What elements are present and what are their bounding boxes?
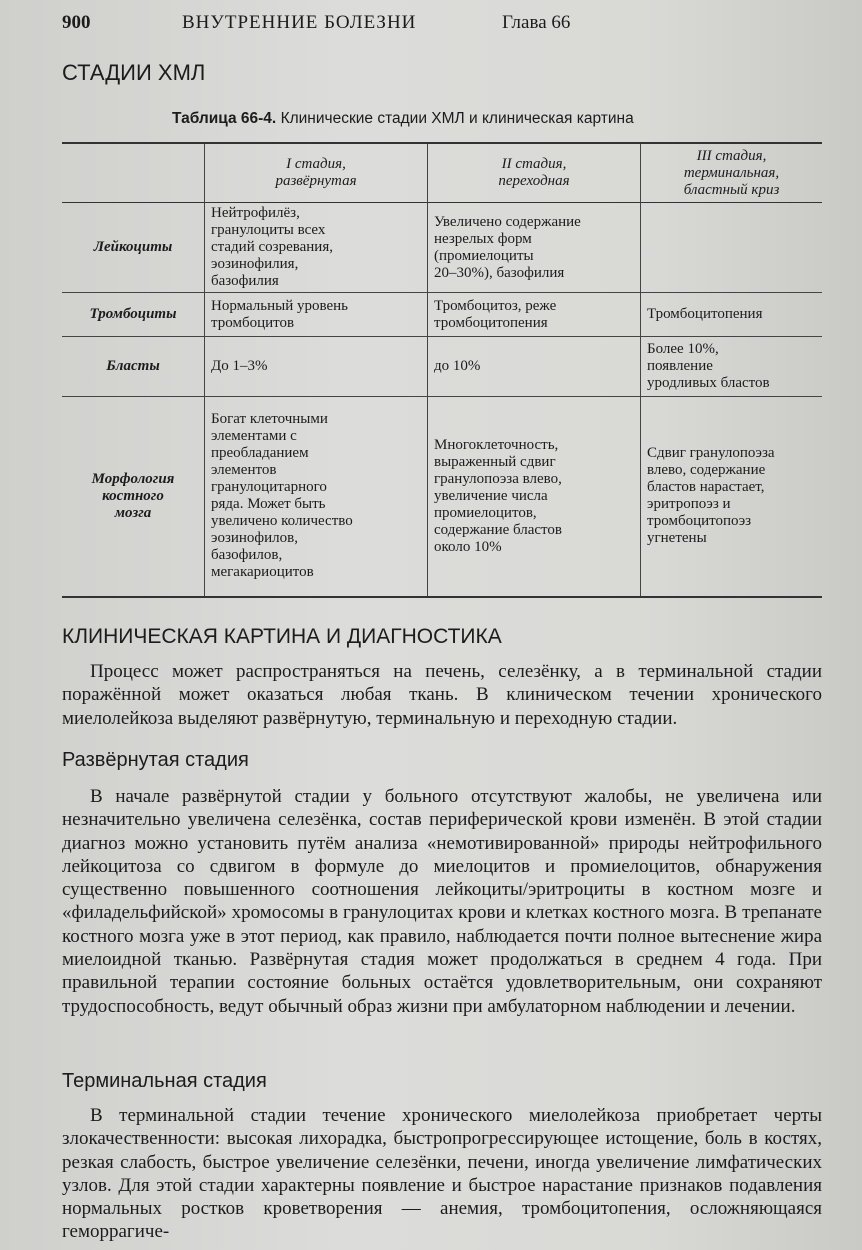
book-title: ВНУТРЕННИЕ БОЛЕЗНИ [182,12,417,33]
page-number: 900 [62,12,91,33]
subheading-developed-stage: Развёрнутая стадия [62,749,249,771]
cell-blasts-stage-1: До 1–3% [205,337,428,397]
paragraph-intro: Процесс может распространяться на печень, селезёнку, а в терминальной стадии поражённой может оказаться любая ткань. В клиническом течении хронического миелолейкоза выделяют развёрнутую, терминальную и переходную стадии. [62,661,822,729]
section-heading-clinical: КЛИНИЧЕСКАЯ КАРТИНА И ДИАГНОСТИКА [62,625,502,648]
subheading-terminal-stage: Терминальная стадия [62,1070,267,1092]
running-head [62,12,822,38]
cell-platelets-stage-1: Нормальный уровень тромбоцитов [205,293,428,337]
chapter-label: Глава 66 [502,12,571,33]
cell-marrow-stage-2: Многоклеточность, выраженный сдвиг гранулопоэза влево, увеличение числа промиелоцитов, содержание бластов около 10% [428,397,641,597]
row-label-blasts: Бласты [106,358,160,374]
header-stage-2: II стадия, переходная [428,143,641,203]
paragraph-terminal-stage: В терминальной стадии течение хронического миелолейкоза приобретает черты злокачественности: высокая лихорадка, быстропрогрессирующее истощение, боль в костях, резкая слабость, быстрое увеличение селезёнки, печени, иногда увеличение лимфатических узлов. Для этой стадии характерны появление и быстрое нарастание признаков подавления нормальных ростков кроветворения — анемия, тромбоцитопения, осложняющаяся геморрагиче- [62,1105,822,1243]
paragraph-developed-stage: В начале развёрнутой стадии у больного отсутствуют жалобы, не увеличена или незначительно увеличена селезёнка, состав периферической крови изменён. В этой стадии диагноз можно установить путём анализа «немотивированной» природы нейтрофильного лейкоцитоза со сдвигом в формуле до миелоцитов и промиелоцитов, обнаружения существенно повышенного соотношения лейкоциты/эритроциты в костном мозге и «филадельфийской» хромосомы в гранулоцитах крови и клетках костного мозга. В трепанате костного мозга уже в этот период, как правило, наблюдается почти полное вытеснение жира миелоидной тканью. Развёрнутая стадия может продолжаться в среднем 4 года. При правильной терапии состояние больных остаётся удовлетворительным, они сохраняют трудоспособность, ведут обычный образ жизни при амбулаторном наблюдении и лечении. [62,786,822,1017]
table-row [62,293,822,337]
cell-blasts-stage-3: Более 10%, появление уродливых бластов [641,337,823,397]
row-label-platelets: Тромбоциты [89,306,177,322]
cell-leukocytes-stage-2: Увеличено содержание незрелых форм (промиелоциты 20–30%), базофилия [428,203,641,293]
row-label-leukocytes: Лейкоциты [93,239,173,255]
stages-table [62,142,822,598]
header-stage-3: III стадия, терминальная, бластный криз [641,143,823,203]
table-caption-label: Таблица 66-4. [172,110,277,127]
table-row [62,337,822,397]
table-caption-text: Клинические стадии ХМЛ и клиническая картина [280,110,634,127]
table-row [62,397,822,597]
table-row [62,203,822,293]
cell-blasts-stage-2: до 10% [428,337,641,397]
cell-platelets-stage-3: Тромбоцитопения [641,293,823,337]
cell-leukocytes-stage-3 [641,203,823,293]
header-stage-1: I стадия, развёрнутая [205,143,428,203]
table-caption [172,110,634,128]
table-header-row [62,143,822,203]
section-heading-stages: СТАДИИ ХМЛ [62,60,206,85]
cell-leukocytes-stage-1: Нейтрофилёз, гранулоциты всех стадий созревания, эозинофилия, базофилия [205,203,428,293]
cell-platelets-stage-2: Тромбоцитоз, реже тромбоцитопения [428,293,641,337]
cell-marrow-stage-3: Сдвиг гранулопоэза влево, содержание бластов нарастает, эритропоэз и тромбоцитопоэз угнетены [641,397,823,597]
row-label-bone-marrow: Морфология костного мозга [91,470,175,521]
cell-marrow-stage-1: Богат клеточными элементами с преобладанием элементов гранулоцитарного ряда. Может быть увеличено количество эозинофилов, базофилов, мегакариоцитов [205,397,428,597]
header-corner [62,143,205,203]
